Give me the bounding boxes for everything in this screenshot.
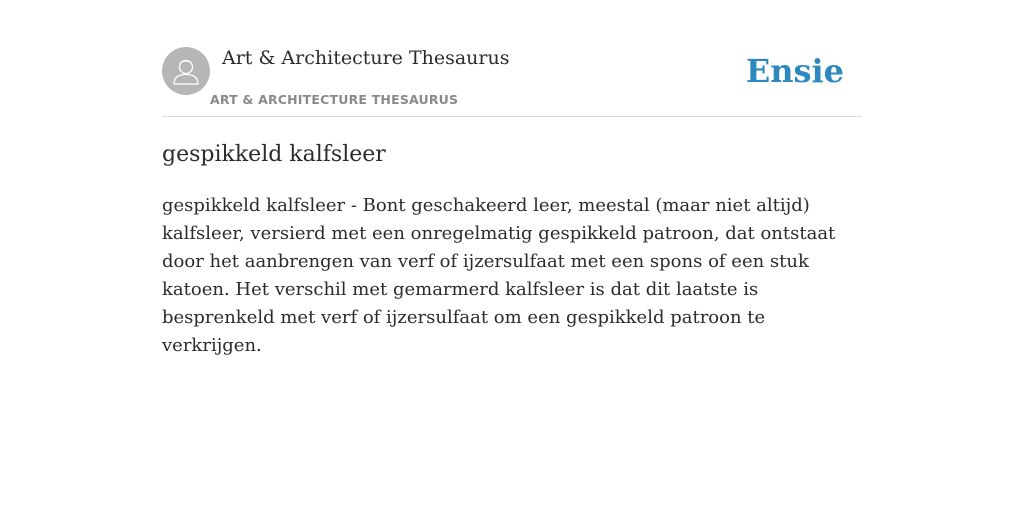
author-name[interactable]: Art & Architecture Thesaurus — [222, 47, 510, 69]
user-avatar-icon — [162, 47, 210, 95]
author-avatar[interactable] — [162, 47, 210, 95]
entry-header — [162, 46, 862, 117]
author-subtitle[interactable]: ART & ARCHITECTURE THESAURUS — [210, 92, 459, 107]
ensie-logo[interactable]: Ensie — [745, 52, 844, 90]
page-title: gespikkeld kalfsleer — [162, 142, 386, 167]
entry-card — [162, 0, 862, 512]
entry-definition: gespikkeld kalfsleer - Bont geschakeerd leer, meestal (maar niet altijd) kalfsleer, versierd met een onregelmatig gespikkeld patroon, dat ontstaat door het aanbrengen van verf of ijzersulfaat met een spons of een stuk katoen. Het verschil met gemarmerd kalfsleer is dat dit laatste is besprenkeld met verf of ijzersulfaat om een gespikkeld patroon te verkrijgen. — [162, 195, 836, 356]
